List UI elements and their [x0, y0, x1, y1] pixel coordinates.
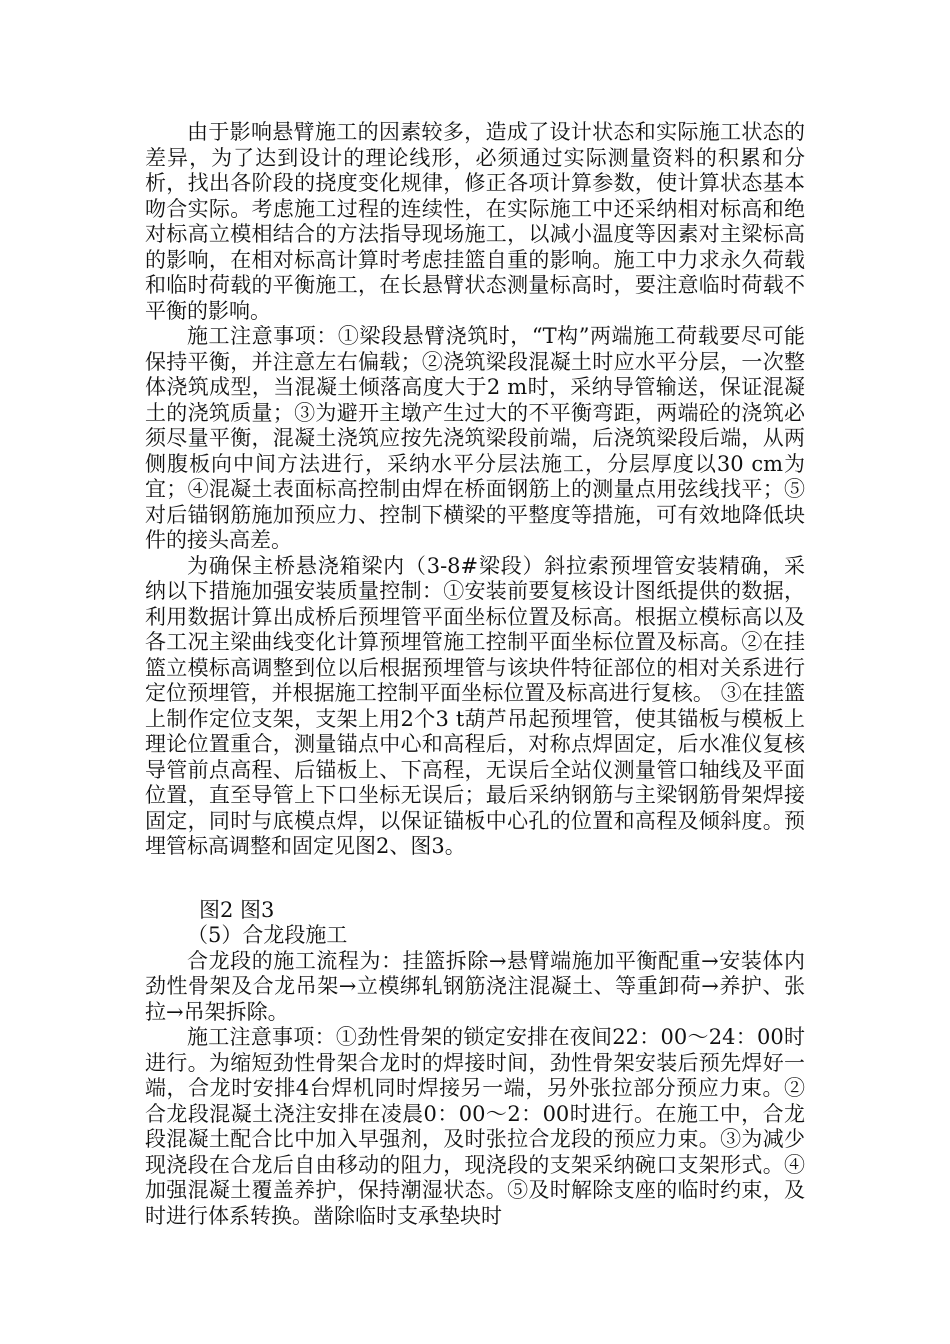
figure-caption: 图2 图3 [199, 897, 275, 922]
paragraph-casting-notes: 施工注意事项：①梁段悬臂浇筑时，“T构”两端施工荷载要尽可能保持平衡，并注意左右偏载；②浇筑梁段混凝土时应水平分层，一次整体浇筑成型，当混凝土倾落高度大于2 m时，采纳导管输送，保证混凝土的浇筑质量；③为避开主墩产生过大的不平衡弯距，两端砼的浇筑必须尽量平衡，混凝土浇筑应按先浇筑梁段前端，后浇筑梁段后端，从两侧腹板向中间方法进行，采纳水平分层法施工，分层厚度以30 cm为宜；④混凝土表面标高控制由焊在桥面钢筋上的测量点用弦线找平；⑤对后锚钢筋施加预应力、控制下横梁的平整度等措施，可有效地降低块件的接头高差。 [145, 324, 805, 552]
paragraph-closure-process: 合龙段的施工流程为：挂篮拆除→悬臂端施加平衡配重→安装体内劲性骨架及合龙吊架→立模绑轧钢筋浇注混凝土、等重卸荷→养护、张拉→吊架拆除。 [145, 948, 805, 1024]
document-body [145, 120, 805, 1229]
section-heading: （5）合龙段施工 [187, 923, 348, 947]
paragraph-closure-notes: 施工注意事项：①劲性骨架的锁定安排在夜间22：00～24：00时进行。为缩短劲性骨架合龙时的焊接时间，劲性骨架安装后预先焊好一端，合龙时安排4台焊机同时焊接另一端，另外张拉部分预应力束。②合龙段混凝土浇注安排在凌晨0：00～2：00时进行。在施工中，合龙段混凝土配合比中加入早强剂，及时张拉合龙段的预应力束。③为减少现浇段在合龙后自由移动的阻力，现浇段的支架采纳碗口支架形式。④加强混凝土覆盖养护，保持潮湿状态。⑤及时解除支座的临时约束，及时进行体系转换。凿除临时支承垫块时 [145, 1025, 805, 1228]
paragraph-camber-control: 由于影响悬臂施工的因素较多，造成了设计状态和实际施工状态的差异，为了达到设计的理论线形，必须通过实际测量资料的积累和分析，找出各阶段的挠度变化规律，修正各项计算参数，使计算状态基本吻合实际。考虑施工过程的连续性，在实际施工中还采纳相对标高和绝对标高立模相结合的方法指导现场施工，以减小温度等因素对主梁标高的影响，在相对标高计算时考虑挂篮自重的影响。施工中力求永久荷载和临时荷载的平衡施工，在长悬臂状态测量标高时，要注意临时荷载不平衡的影响。 [145, 120, 805, 323]
paragraph-embedded-pipe: 为确保主桥悬浇箱梁内（3-8#梁段）斜拉索预埋管安装精确，采纳以下措施加强安装质量控制：①安装前要复核设计图纸提供的数据，利用数据计算出成桥后预埋管平面坐标位置及标高。根据立模标高以及各工况主梁曲线变化计算预埋管施工控制平面坐标位置及标高。②在挂篮立模标高调整到位以后根据预埋管与该块件特征部位的相对关系进行定位预埋管，并根据施工控制平面坐标位置及标高进行复核。 ③在挂篮上制作定位支架，支架上用2个3 t葫芦吊起预埋管，使其锚板与模板上理论位置重合，测量锚点中心和高程后，对称点焊固定，后水准仪复核导管前点高程、后锚板上、下高程，无误后全站仪测量管口轴线及平面位置，直至导管上下口坐标无误后；最后采纳钢筋与主梁钢筋骨架焊接固定，同时与底模点焊，以保证锚板中心孔的位置和高程及倾斜度。预埋管标高调整和固定见图2、图3。 [145, 553, 805, 858]
